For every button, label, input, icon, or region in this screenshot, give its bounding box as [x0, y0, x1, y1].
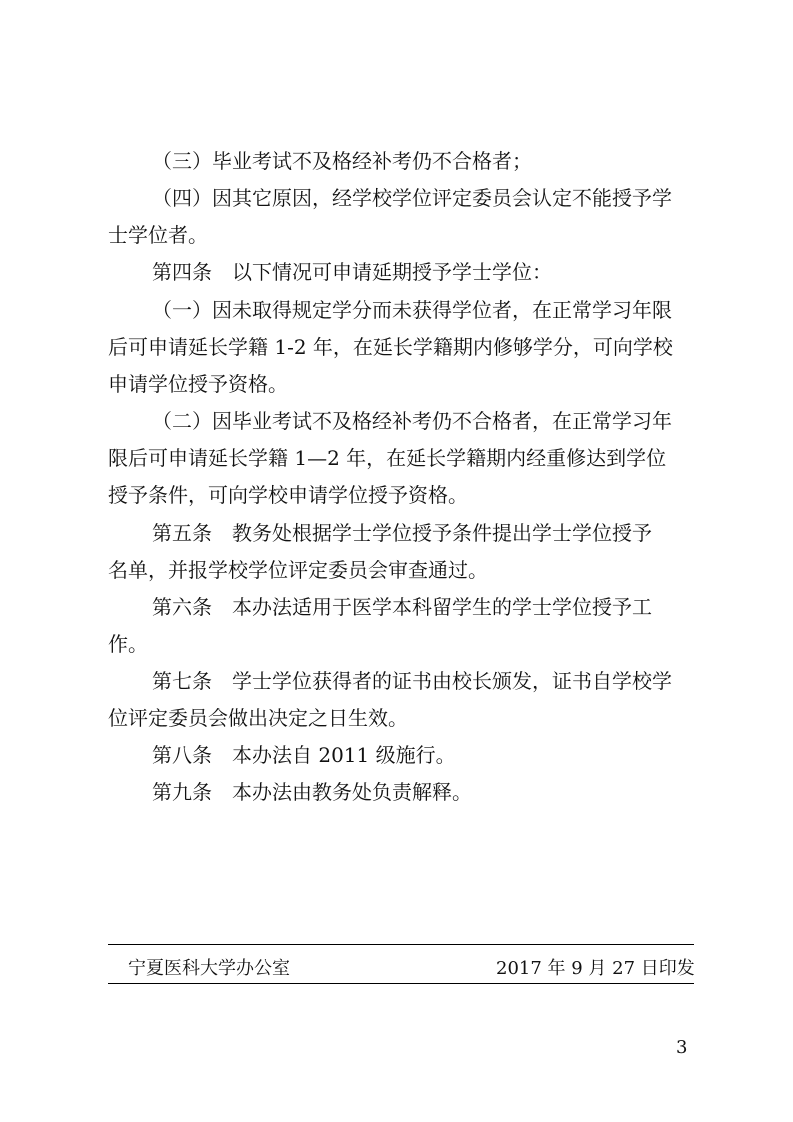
page-number: 3 — [676, 1037, 688, 1058]
footer-top-rule — [108, 944, 694, 945]
footer-date: 2017 年 9 月 27 日印发 — [496, 958, 695, 979]
paragraph-line: 位评定委员会做出决定之日生效。 — [108, 706, 408, 730]
paragraph-line: 士学位者。 — [108, 223, 208, 247]
article-line: 第九条 本办法由教务处负责解释。 — [152, 780, 472, 804]
article-heading-line: 第四条 以下情况可申请延期授予学士学位： — [152, 260, 552, 284]
footer-issuer: 宁夏医科大学办公室 — [128, 958, 290, 979]
article-line: 第八条 本办法自 2011 级施行。 — [152, 743, 456, 767]
paragraph-line: 作。 — [108, 632, 148, 656]
article-line: 第六条 本办法适用于医学本科留学生的学士学位授予工 — [152, 595, 652, 619]
article-line: 第五条 教务处根据学士学位授予条件提出学士学位授予 — [152, 521, 652, 545]
paragraph-line: 名单，并报学校学位评定委员会审查通过。 — [108, 558, 488, 582]
article-line: 第七条 学士学位获得者的证书由校长颁发，证书自学校学 — [152, 669, 672, 693]
paragraph-line: 后可申请延长学籍 1-2 年，在延长学籍期内修够学分，可向学校 — [108, 335, 673, 359]
paragraph-line: （四）因其它原因，经学校学位评定委员会认定不能授予学 — [152, 186, 672, 210]
paragraph-line: （二）因毕业考试不及格经补考仍不合格者，在正常学习年 — [152, 409, 672, 433]
paragraph-line: 申请学位授予资格。 — [108, 372, 288, 396]
footer-bottom-rule — [108, 983, 694, 984]
paragraph-line: 限后可申请延长学籍 1—2 年，在延长学籍期内经重修达到学位 — [108, 446, 667, 470]
paragraph-line: （三）毕业考试不及格经补考仍不合格者； — [152, 149, 532, 173]
paragraph-line: 授予条件，可向学校申请学位授予资格。 — [108, 483, 468, 507]
paragraph-line: （一）因未取得规定学分而未获得学位者，在正常学习年限 — [152, 298, 672, 322]
